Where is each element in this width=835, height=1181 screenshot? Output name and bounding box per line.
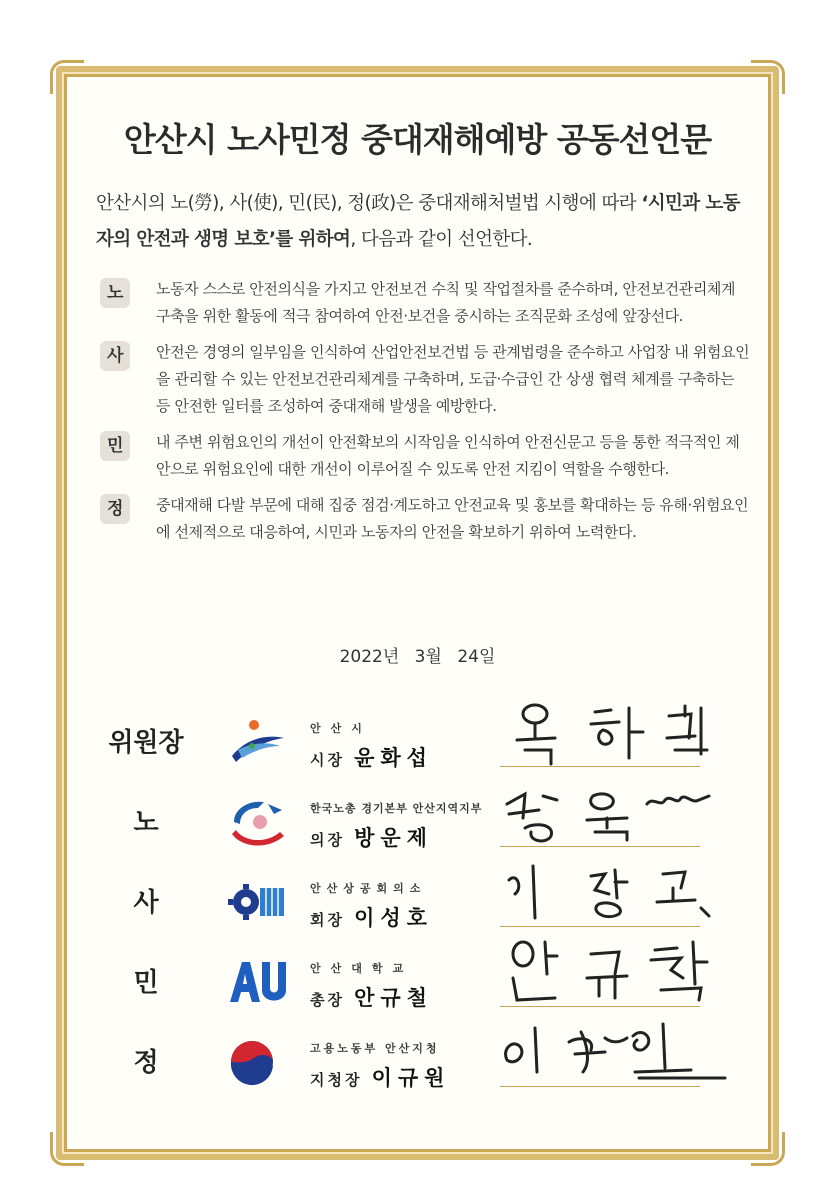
signatory-name: 방운제 [354, 826, 433, 850]
signatory-org-block [310, 880, 480, 932]
signatory-org-block [310, 1040, 480, 1092]
signatory-org: 한국노총 경기본부 안산지역지부 [310, 802, 483, 815]
frame-corner-ornament [50, 60, 84, 94]
signatory-row [100, 860, 740, 940]
clause-badge: 사 [100, 341, 130, 371]
signatory-org: 안산대학교 [310, 962, 414, 975]
frame-corner-ornament [50, 1132, 84, 1166]
signatory-role: 민 [133, 968, 159, 998]
signatory-title: 회장 [310, 911, 345, 929]
frame-corner-ornament [751, 60, 785, 94]
signatory-name: 윤화섭 [354, 746, 433, 770]
signatory-org: 고용노동부 안산지청 [310, 1042, 440, 1055]
signatory-role: 위원장 [108, 728, 184, 758]
declaration-date: 2022년 3월 24일 [339, 647, 496, 667]
signatory-person [310, 982, 480, 1012]
signatory-role: 정 [133, 1048, 159, 1078]
signatory-role: 노 [133, 808, 159, 838]
handwritten-signature [495, 694, 735, 772]
signatory-org: 안산상공회의소 [310, 882, 427, 895]
intro-paragraph [96, 186, 746, 258]
clause-text: 내 주변 위험요인의 개선이 안전확보의 시작임을 인식하여 안전신문고 등을 통한 적극적인 제안으로 위험요인에 대한 개선이 이루어질 수 있도록 안전 지킴이 역할을 수행한다. [156, 433, 740, 478]
handwritten-signature [495, 774, 735, 852]
declaration-clauses [100, 276, 750, 555]
clause-government [100, 492, 750, 546]
intro-emphasis: ‘시민과 노동자의 안전과 생명 보호’를 위하여 [96, 193, 740, 250]
intro-text: 안산시의 노(勞), 사(使), 민(民), 정(政)은 중대재해처벌법 시행에 따라 [96, 193, 642, 214]
chamber-of-commerce-logo-icon [228, 876, 288, 928]
handwritten-signature [495, 854, 735, 932]
signatory-title: 시장 [310, 751, 345, 769]
handwritten-signature [495, 1014, 735, 1092]
signatory-org: 안산시 [310, 722, 372, 735]
signatory-row [100, 780, 740, 860]
clause-management [100, 339, 750, 420]
signatory-person [310, 902, 480, 932]
signatory-name: 안규철 [354, 986, 433, 1010]
signatory-person [310, 742, 480, 772]
signatory-person [310, 1062, 480, 1092]
signatory-org-block [310, 720, 480, 772]
clause-text: 중대재해 다발 부문에 대해 집중 점검·계도하고 안전교육 및 홍보를 확대하는 등 유해·위험요인에 선제적으로 대응하여, 시민과 노동자의 안전을 확보하기 위하여 노력한다. [156, 496, 749, 541]
clause-civic [100, 429, 750, 483]
clause-text: 안전은 경영의 일부임을 인식하여 산업안전보건법 등 관계법령을 준수하고 사업장 내 위험요인을 관리할 수 있는 안전보건관리체계를 구축하며, 도급·수급인 간 상생 협력 체계를 구축하는 등 안전한 일터를 조성하여 중대재해 발생을 예방한다. [156, 343, 750, 415]
ansan-city-logo-icon [228, 716, 288, 768]
fkt-union-logo-icon [228, 796, 288, 848]
handwritten-signature [495, 934, 735, 1012]
frame-corner-ornament [751, 1132, 785, 1166]
signatory-row [100, 940, 740, 1020]
clause-text: 노동자 스스로 안전의식을 가지고 안전보건 수칙 및 작업절차를 준수하며, 안전보건관리체계 구축을 위한 활동에 적극 참여하여 안전·보건을 중시하는 조직문화 조성에 앞장선다. [156, 280, 736, 325]
signature-line [500, 766, 700, 767]
ansan-university-logo-icon [228, 956, 288, 1008]
signatory-title: 총장 [310, 991, 345, 1009]
clause-labor [100, 276, 750, 330]
signatory-name: 이규원 [371, 1066, 451, 1090]
clause-badge: 민 [100, 431, 130, 461]
signatories [100, 700, 740, 1100]
signature-line [500, 926, 700, 927]
ministry-of-labor-logo-icon [228, 1036, 288, 1088]
signatory-row [100, 700, 740, 780]
intro-text-end: , 다음과 같이 선언한다. [350, 229, 533, 250]
signatory-org-block [310, 800, 483, 852]
signatory-org-block [310, 960, 480, 1012]
signatory-row [100, 1020, 740, 1100]
signatory-person [310, 822, 480, 852]
clause-badge: 정 [100, 494, 130, 524]
signature-line [500, 1006, 700, 1007]
signature-line [500, 1086, 700, 1087]
signatory-name: 이성호 [354, 906, 433, 930]
signatory-title: 지청장 [310, 1071, 363, 1089]
signature-line [500, 846, 700, 847]
document-title: 안산시 노사민정 중대재해예방 공동선언문 [123, 120, 712, 159]
signatory-role: 사 [133, 888, 159, 918]
clause-badge: 노 [100, 278, 130, 308]
signatory-title: 의장 [310, 831, 345, 849]
